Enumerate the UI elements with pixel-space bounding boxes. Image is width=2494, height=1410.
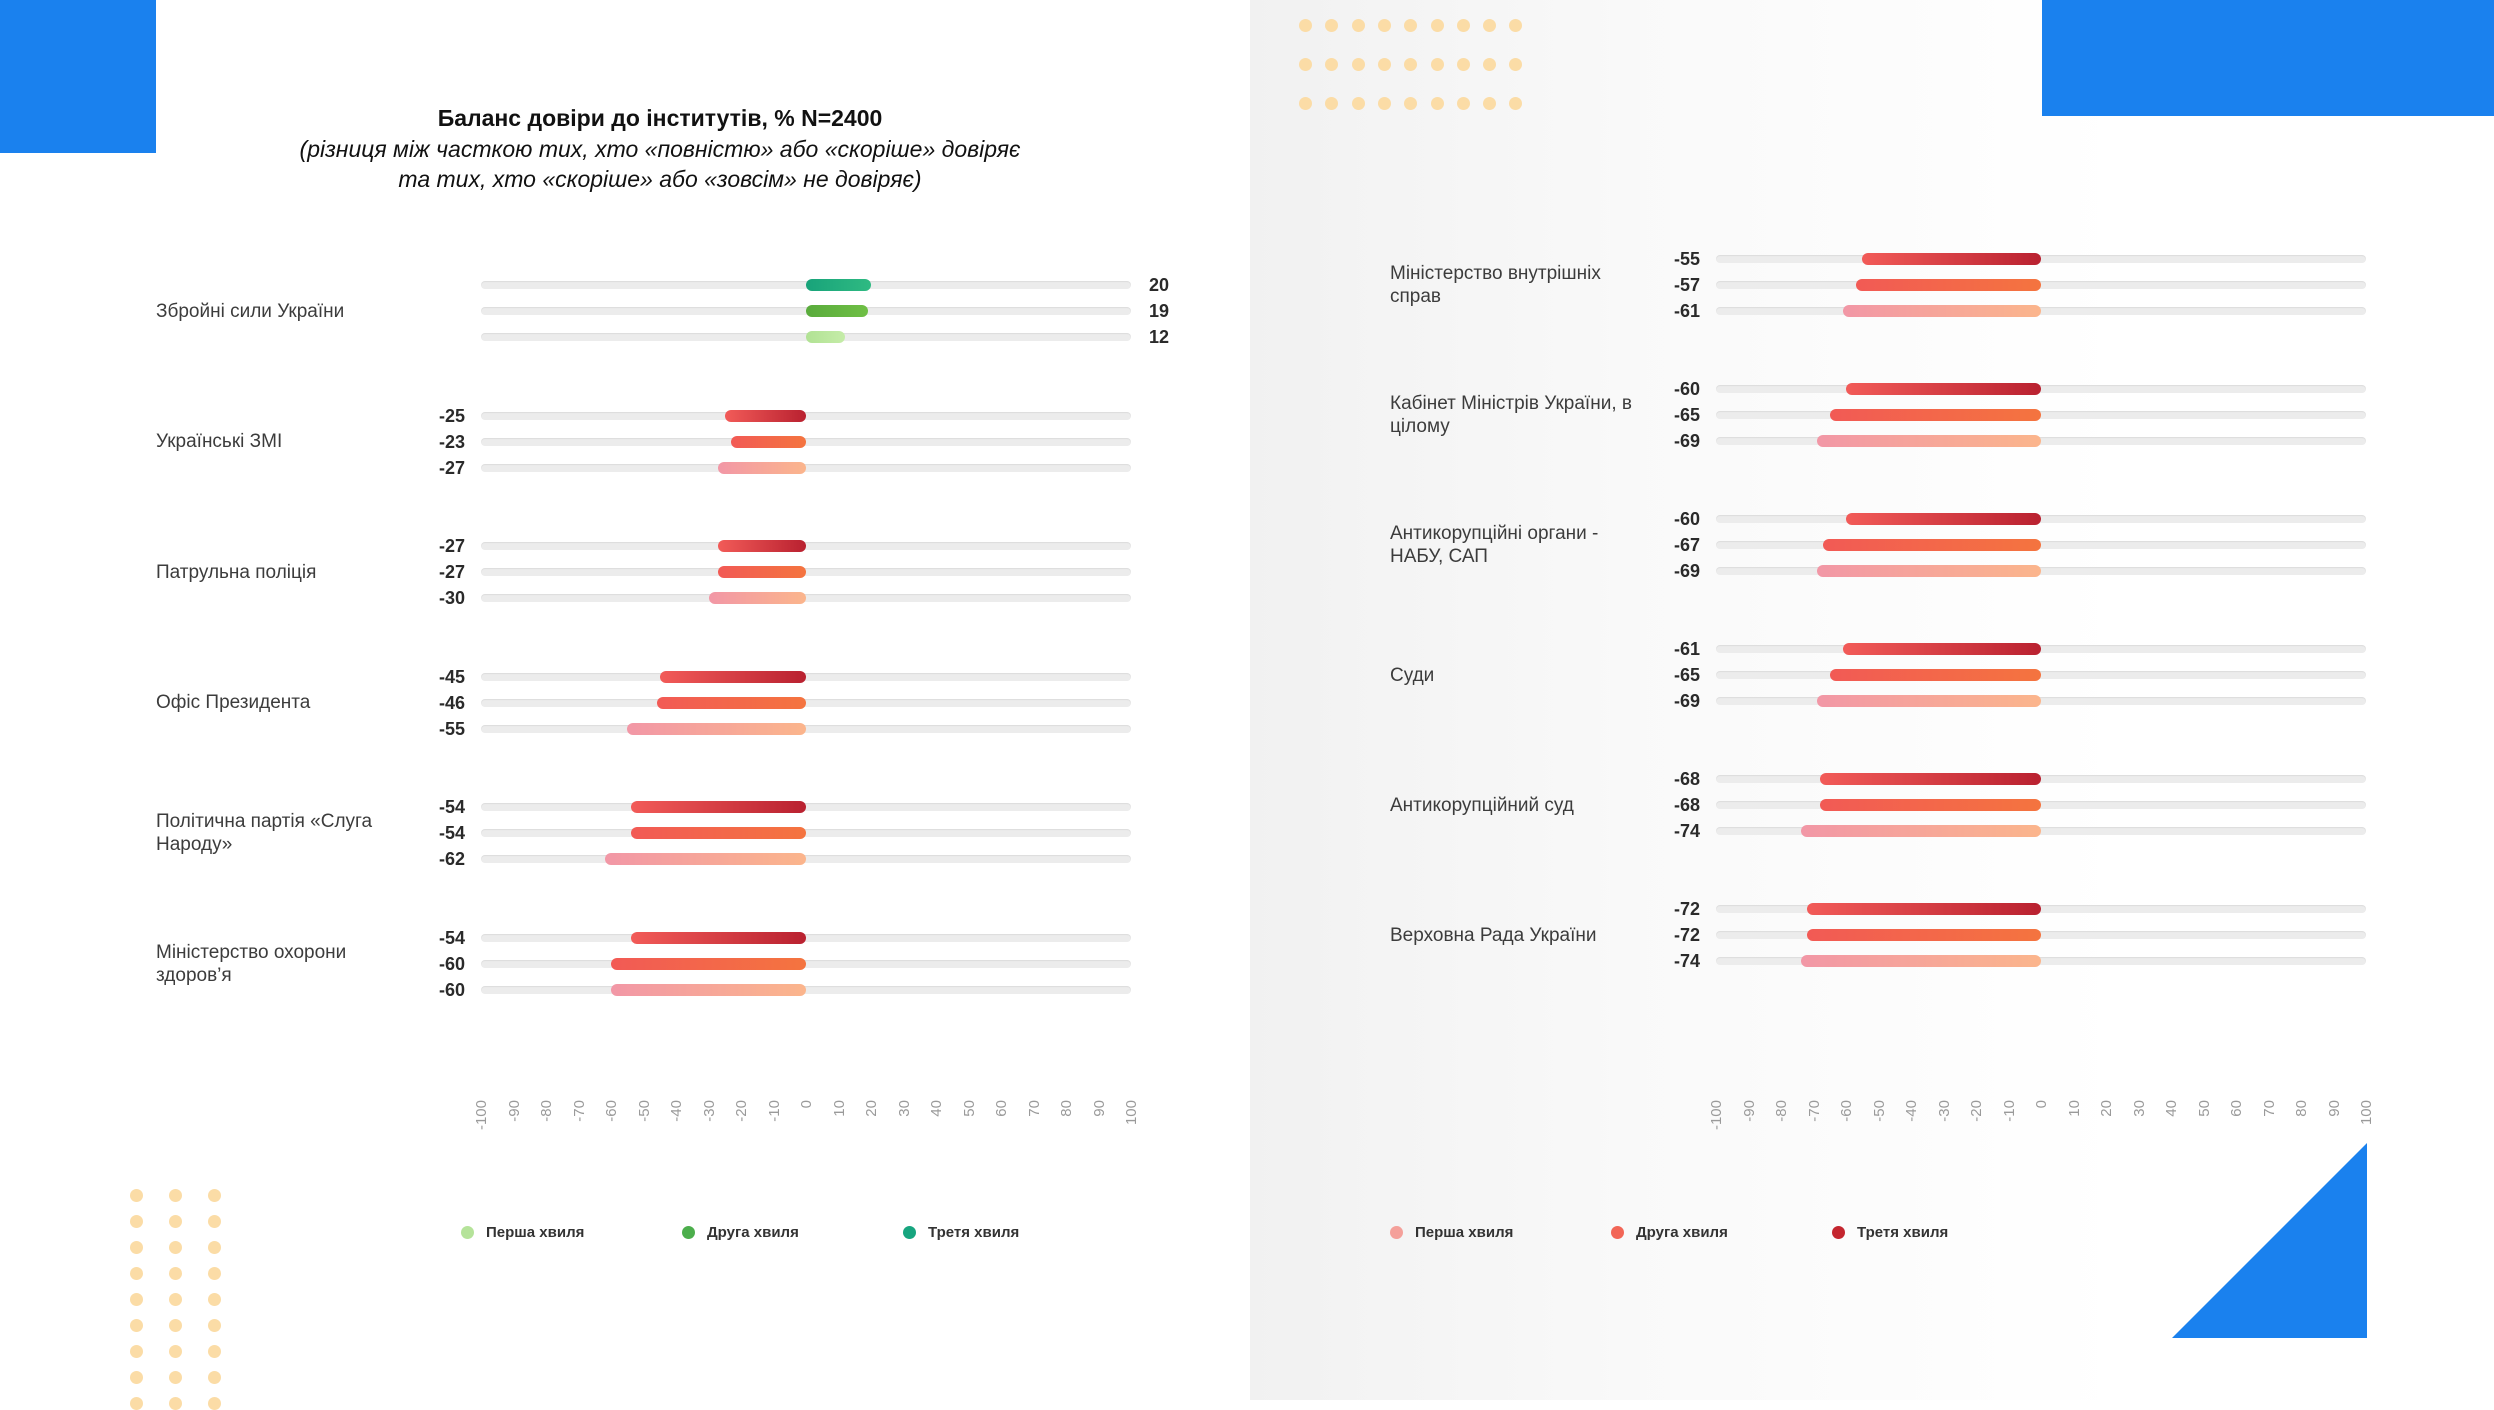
value-label: -61	[1673, 301, 1700, 321]
legend-item-first-wave	[1390, 1224, 1513, 1241]
value-label: -54	[438, 823, 465, 843]
category-label: Суди	[1390, 664, 1435, 686]
bar-track	[1716, 775, 2366, 783]
legend-label: Друга хвиля	[707, 1224, 799, 1241]
chart-title: Баланс довіри до інститутів, % N=2400	[437, 105, 883, 131]
bar-track	[481, 725, 1131, 733]
decorative-dot	[208, 1293, 221, 1306]
decorative-dot	[1457, 97, 1470, 110]
decorative-dot	[208, 1345, 221, 1358]
value-label: -60	[438, 953, 465, 974]
bar-track	[481, 438, 1131, 446]
bar	[1817, 695, 2041, 707]
bar-track	[481, 960, 1131, 968]
bar-track	[481, 464, 1131, 472]
decorative-dot	[1378, 58, 1391, 71]
legend-item-third-wave	[903, 1224, 1019, 1241]
legend-label: Перша хвиля	[1415, 1224, 1514, 1241]
chart-title-block	[160, 102, 1160, 194]
bar-track	[481, 829, 1131, 837]
decorative-dot	[1352, 19, 1365, 32]
chart-subtitle-line2: та тих, хто «скоріше» або «зовсім» не довіряє)	[398, 166, 922, 192]
x-tick-label: -70	[1805, 1100, 1823, 1122]
legend-label: Третя хвиля	[1857, 1224, 1949, 1241]
x-tick-label: -40	[1903, 1100, 1920, 1122]
legend-item-first-wave	[461, 1224, 584, 1241]
value-label: 12	[1149, 327, 1170, 347]
decorative-dot	[169, 1267, 182, 1280]
category-label: Патрульна поліція	[156, 561, 317, 583]
category-label: Кабінет Міністрів України, в цілому	[1390, 393, 1632, 437]
x-tick-label: -60	[603, 1100, 620, 1122]
bar-track	[1716, 801, 2366, 809]
x-tick-label: -10	[765, 1100, 783, 1122]
bar	[1862, 253, 2041, 265]
bar	[718, 566, 806, 578]
bar-track	[481, 986, 1131, 994]
x-tick-label: 70	[1025, 1100, 1043, 1117]
bar-track	[1716, 567, 2366, 575]
bar	[611, 958, 806, 970]
bar	[725, 410, 806, 422]
decorative-dot	[1483, 58, 1496, 71]
bar	[718, 462, 806, 474]
value-label: -54	[438, 927, 465, 948]
bar-track	[1716, 437, 2366, 445]
value-label: -74	[1673, 951, 1700, 971]
chart-subtitle-line1: (різниця між часткою тих, хто «повністю» або «скоріше» довіряє	[299, 136, 1021, 162]
bar-track	[481, 855, 1131, 863]
x-tick-label: 50	[960, 1100, 978, 1117]
blue-corner-top-left	[0, 0, 156, 153]
decorative-dot	[208, 1397, 221, 1410]
category-label: Антикорупційний суд	[1390, 794, 1574, 816]
value-label: -65	[1673, 405, 1700, 425]
decorative-dot	[1483, 19, 1496, 32]
value-label: -55	[1673, 249, 1700, 269]
decorative-dot	[169, 1319, 182, 1332]
bar	[657, 697, 807, 709]
bar	[731, 436, 806, 448]
x-tick-label: -70	[570, 1100, 588, 1122]
bar-track	[1716, 411, 2366, 419]
x-tick-label: 60	[993, 1100, 1010, 1117]
bar	[1843, 305, 2041, 317]
bar	[627, 723, 806, 735]
bar-track	[481, 673, 1131, 681]
value-label: -55	[438, 718, 465, 739]
category-label: Офіс Президента	[156, 692, 311, 713]
legend-swatch	[1611, 1226, 1624, 1239]
bar	[1817, 565, 2041, 577]
legend-label: Перша хвиля	[486, 1224, 585, 1241]
bar	[1823, 539, 2041, 551]
decorative-dot	[1378, 19, 1391, 32]
bar-track	[1716, 697, 2366, 705]
decorative-dot	[130, 1293, 143, 1306]
decorative-dot	[130, 1241, 143, 1254]
x-tick-label: -90	[1740, 1100, 1758, 1122]
bar	[1801, 825, 2042, 837]
bar	[1846, 383, 2041, 395]
value-label: -60	[1673, 379, 1700, 399]
decorative-dot	[1457, 58, 1470, 71]
x-tick-label: 30	[2130, 1100, 2148, 1117]
category-label: Збройні сили України	[156, 300, 345, 322]
value-label: -27	[438, 562, 465, 582]
bar	[806, 279, 871, 291]
value-label: -67	[1673, 535, 1700, 555]
decorative-dot	[169, 1293, 182, 1306]
x-tick-label: -100	[473, 1100, 490, 1131]
decorative-dot	[208, 1371, 221, 1384]
value-label: -60	[438, 979, 465, 1000]
legend-item-second-wave	[682, 1224, 799, 1241]
blue-corner-top-right	[2042, 0, 2494, 116]
bar	[1856, 279, 2041, 291]
bar	[631, 932, 807, 944]
decorative-dot	[130, 1397, 143, 1410]
x-tick-label: -20	[1968, 1100, 1985, 1122]
bar	[1807, 903, 2041, 915]
x-tick-label: 100	[1123, 1100, 1140, 1126]
decorative-dot	[208, 1267, 221, 1280]
value-label: -27	[438, 457, 465, 478]
bar-track	[1716, 307, 2366, 315]
legend-label: Третя хвиля	[928, 1224, 1020, 1241]
decorative-dot	[169, 1397, 182, 1410]
decorative-dot	[1299, 19, 1312, 32]
value-label: -68	[1673, 769, 1700, 789]
value-label: -72	[1673, 899, 1700, 919]
value-label: -46	[438, 692, 465, 713]
value-label: 19	[1149, 301, 1170, 321]
x-tick-label: 0	[2033, 1100, 2050, 1109]
value-label: -72	[1673, 925, 1700, 945]
bar-track	[1716, 281, 2366, 289]
x-tick-label: -50	[1870, 1100, 1888, 1122]
x-tick-label: -30	[1935, 1100, 1953, 1122]
category-label: Українські ЗМІ	[156, 431, 283, 452]
bar	[605, 853, 807, 865]
decorative-dot	[208, 1241, 221, 1254]
x-tick-label: -80	[1773, 1100, 1790, 1122]
value-label: -65	[1673, 665, 1700, 685]
decorative-dot	[208, 1189, 221, 1202]
x-tick-label: -30	[700, 1100, 718, 1122]
value-label: -69	[1673, 691, 1700, 711]
value-label: -69	[1673, 561, 1700, 581]
decorative-dot	[169, 1241, 182, 1254]
bar-track	[1716, 385, 2366, 393]
x-tick-label: 90	[1090, 1100, 1108, 1117]
decorative-dot	[130, 1371, 143, 1384]
value-label: -25	[438, 405, 465, 426]
decorative-dot	[1431, 97, 1444, 110]
bar-track	[481, 594, 1131, 602]
decorative-dot	[208, 1319, 221, 1332]
x-tick-label: 10	[2065, 1100, 2083, 1117]
category-label: Політична партія «Слуга Народу»	[156, 811, 373, 855]
value-label: -23	[438, 431, 465, 452]
bar	[1817, 435, 2041, 447]
decorative-dot	[1431, 19, 1444, 32]
x-tick-label: 0	[798, 1100, 815, 1109]
bar	[631, 801, 807, 813]
x-tick-label: -50	[635, 1100, 653, 1122]
category-label: Верховна Рада України	[1390, 924, 1597, 946]
value-label: -61	[1673, 639, 1700, 659]
value-label: -27	[438, 536, 465, 556]
x-tick-label: -60	[1838, 1100, 1855, 1122]
bar-track	[481, 542, 1131, 550]
bar-track	[1716, 255, 2366, 263]
x-tick-label: -80	[538, 1100, 555, 1122]
bar-track	[481, 568, 1131, 576]
bar	[806, 305, 868, 317]
value-label: -62	[438, 849, 465, 869]
decorative-dot	[130, 1345, 143, 1358]
bar	[631, 827, 807, 839]
bar	[1801, 955, 2042, 967]
bar	[1830, 669, 2041, 681]
x-tick-label: 20	[863, 1100, 880, 1117]
x-tick-label: 30	[895, 1100, 913, 1117]
bar-track	[1716, 541, 2366, 549]
bar-track	[1716, 671, 2366, 679]
legend-label: Друга хвиля	[1636, 1224, 1728, 1241]
x-tick-label: -20	[733, 1100, 750, 1122]
value-label: -68	[1673, 795, 1700, 815]
bar-track	[481, 699, 1131, 707]
category-label: Антикорупційні органи - НАБУ, САП	[1390, 523, 1599, 567]
x-tick-label: 90	[2325, 1100, 2343, 1117]
decorative-dot	[130, 1319, 143, 1332]
blue-triangle-bottom-right	[2172, 1143, 2367, 1338]
decorative-dot	[1457, 19, 1470, 32]
decorative-dot	[130, 1189, 143, 1202]
legend-swatch	[682, 1226, 695, 1239]
bar-track	[1716, 645, 2366, 653]
decorative-dot	[1352, 58, 1365, 71]
value-label: -54	[438, 797, 465, 817]
decorative-dot	[1299, 58, 1312, 71]
x-tick-label: 80	[2293, 1100, 2310, 1117]
bar-track	[1716, 515, 2366, 523]
x-tick-label: 50	[2195, 1100, 2213, 1117]
bar	[660, 671, 806, 683]
x-tick-label: 100	[2358, 1100, 2375, 1126]
legend-swatch	[1390, 1226, 1403, 1239]
x-tick-label: -100	[1708, 1100, 1725, 1131]
category-label: Міністерство внутрішніх справ	[1390, 263, 1601, 307]
decorative-dot	[130, 1215, 143, 1228]
x-tick-label: 40	[2163, 1100, 2180, 1117]
value-label: -69	[1673, 431, 1700, 451]
x-tick-label: 70	[2260, 1100, 2278, 1117]
decorative-dot	[1352, 97, 1365, 110]
decorative-dot	[169, 1345, 182, 1358]
bar	[611, 984, 806, 996]
bar	[1843, 643, 2041, 655]
x-tick-label: 60	[2228, 1100, 2245, 1117]
bar	[709, 592, 807, 604]
bar-track	[481, 934, 1131, 942]
decorative-dot	[169, 1215, 182, 1228]
decorative-dot	[169, 1371, 182, 1384]
x-tick-label: -10	[2000, 1100, 2018, 1122]
legend-item-second-wave	[1611, 1224, 1728, 1241]
value-label: -60	[1673, 509, 1700, 529]
decorative-dot	[1483, 97, 1496, 110]
decorative-dot	[1431, 58, 1444, 71]
decorative-dot	[1378, 97, 1391, 110]
legend-swatch	[461, 1226, 474, 1239]
x-tick-label: 10	[830, 1100, 848, 1117]
value-label: -30	[438, 588, 465, 608]
bar	[1820, 773, 2041, 785]
bar	[718, 540, 806, 552]
bar	[806, 331, 845, 343]
decorative-dot	[169, 1189, 182, 1202]
decorative-dot	[208, 1215, 221, 1228]
value-label: -45	[438, 666, 465, 687]
value-label: -74	[1673, 821, 1700, 841]
bar	[1830, 409, 2041, 421]
x-tick-label: -40	[668, 1100, 685, 1122]
x-tick-label: 20	[2098, 1100, 2115, 1117]
bar-track	[481, 412, 1131, 420]
x-tick-label: 80	[1058, 1100, 1075, 1117]
category-label: Міністерство охорони здоров’я	[156, 941, 347, 986]
x-tick-label: -90	[505, 1100, 523, 1122]
decorative-dot	[130, 1267, 143, 1280]
x-tick-label: 40	[928, 1100, 945, 1117]
bar	[1807, 929, 2041, 941]
legend-swatch	[903, 1226, 916, 1239]
bar-track	[481, 803, 1131, 811]
value-label: 20	[1149, 275, 1170, 295]
value-label: -57	[1673, 275, 1700, 295]
legend-item-third-wave	[1832, 1224, 1948, 1241]
decorative-dot	[1299, 97, 1312, 110]
bar	[1846, 513, 2041, 525]
bar	[1820, 799, 2041, 811]
legend-swatch	[1832, 1226, 1845, 1239]
